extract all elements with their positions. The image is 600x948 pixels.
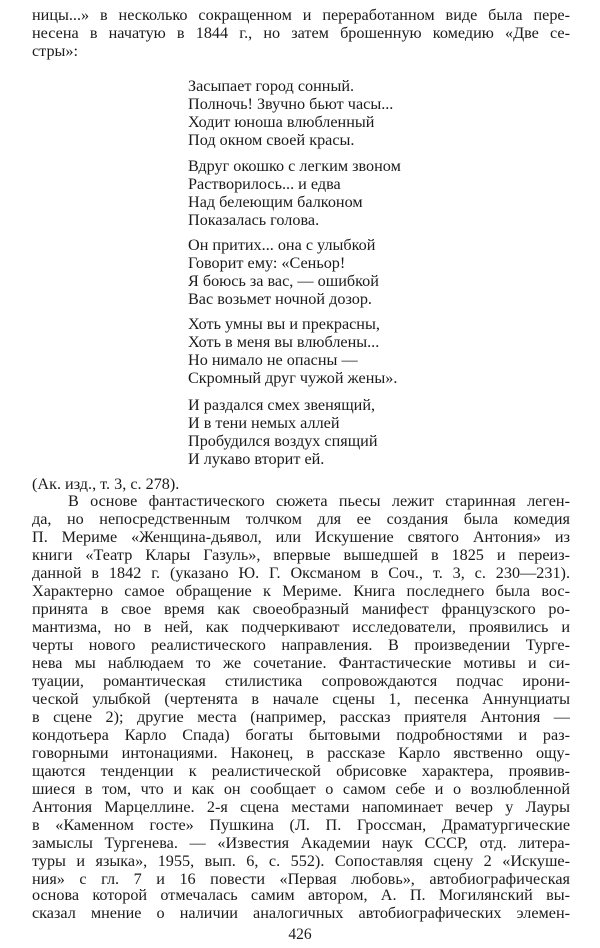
body-line: в «Каменном госте» Пушкина (Л. П. Гроссман, Драматургические xyxy=(32,816,570,834)
poem-line: Вас возьмет ночной дозор. xyxy=(188,290,372,308)
body-line: туры и языка», 1955, вып. 6, с. 552). Сопоставляя сцену 2 «Искуше- xyxy=(32,852,570,870)
body-line: Антония Марцеллине. 2-я сцена местами напоминает вечер у Лауры xyxy=(32,798,570,816)
poem-line: Хоть умны вы и прекрасны, xyxy=(188,315,380,333)
body-line: книги «Театр Клары Газуль», впервые вышедшей в 1825 и переиз- xyxy=(32,546,570,564)
page-number: 426 xyxy=(288,926,312,943)
body-line: кондотьера Карло Спада) богаты бытовыми подробностями и раз- xyxy=(32,726,570,744)
poem-line: Ходит юноша влюбленный xyxy=(188,113,375,131)
body-line: шиеся в том, что и как он сообщает о самом себе и о возлюбленной xyxy=(32,780,570,798)
body-line: черты нового реалистического направления. В произведении Турге- xyxy=(32,636,570,654)
body-line: данной в 1842 г. (указано Ю. Г. Оксманом в Соч., т. 3, с. 230—231). xyxy=(32,564,570,582)
body-line: Характерно самое обращение к Мериме. Книга последнего была вос- xyxy=(32,582,570,600)
body-line: В основе фантастического сюжета пьесы лежит старинная леген- xyxy=(68,492,570,510)
body-line: в сцене 2); другие места (например, рассказ приятеля Антония — xyxy=(32,708,570,726)
poem-line: И в тени немых аллей xyxy=(188,414,340,432)
poem-line: Скромный друг чужой жены». xyxy=(188,369,398,387)
body-line: П. Мериме «Женщина-дьявол, или Искушение святого Антония» из xyxy=(32,528,570,546)
poem-line: Под окном своей красы. xyxy=(188,131,355,149)
poem-line: Показалась голова. xyxy=(188,211,320,229)
poem-line: Но нимало не опасны — xyxy=(188,351,358,369)
poem-line: Растворилось... и едва xyxy=(188,175,341,193)
poem-line: Я боюсь за вас, — ошибкой xyxy=(188,272,379,290)
citation: (Ак. изд., т. 3, с. 278). xyxy=(32,475,180,493)
body-line: туации, романтическая стилистика сопровождаются подчас ирони- xyxy=(32,672,570,690)
poem-line: И лукаво вторит ей. xyxy=(188,450,325,468)
body-line: замыслы Тургенева. — «Известия Академии наук СССР, отд. литера- xyxy=(32,834,570,852)
poem-line: И раздался смех звенящий, xyxy=(188,396,376,414)
body-line: сказал мнение о наличии аналогичных автобиографических элемен- xyxy=(32,904,570,922)
body-line: принята в свое время как своеобразный манифест французского ро- xyxy=(32,600,570,618)
intro-line: стры»: xyxy=(32,42,79,60)
poem-line: Засыпает город сонный. xyxy=(188,77,355,95)
body-line: нева мы наблюдаем то же сочетание. Фантастические мотивы и си- xyxy=(32,654,570,672)
poem-line: Говорит ему: «Сеньор! xyxy=(188,254,346,272)
body-line: ческой улыбкой (чертенята в начале сцены 1, песенка Аннунциаты xyxy=(32,690,570,708)
intro-line: несена в начатую в 1844 г., но затем брошенную комедию «Две се- xyxy=(32,24,570,42)
poem-line: Пробудился воздух спящий xyxy=(188,432,378,450)
poem-line: Хоть в меня вы влюблены... xyxy=(188,333,380,351)
poem-line: Он притих... она с улыбкой xyxy=(188,236,376,254)
intro-line: ницы...» в несколько сокращенном и переработанном виде была пере- xyxy=(32,6,570,24)
poem-line: Полночь! Звучно бьют часы... xyxy=(188,95,394,113)
body-line: щаются тенденции к реалистической обрисовке характера, проявив- xyxy=(32,762,570,780)
poem-line: Вдруг окошко с легким звоном xyxy=(188,157,401,175)
body-line: ния» с гл. 7 и 16 повести «Первая любовь», автобиографическая xyxy=(32,870,570,888)
poem-line: Над белеющим балконом xyxy=(188,193,363,211)
body-line: мантизма, но в ней, как подчеркивают исследователи, проявились и xyxy=(32,618,570,636)
body-line: говорными интонациями. Наконец, в рассказе Карло явственно ощу- xyxy=(32,744,570,762)
body-line: да, но непосредственным толчком для ее создания была комедия xyxy=(32,510,570,528)
body-line: основа которой отмечалась самим автором, А. П. Могилянский вы- xyxy=(32,886,570,904)
